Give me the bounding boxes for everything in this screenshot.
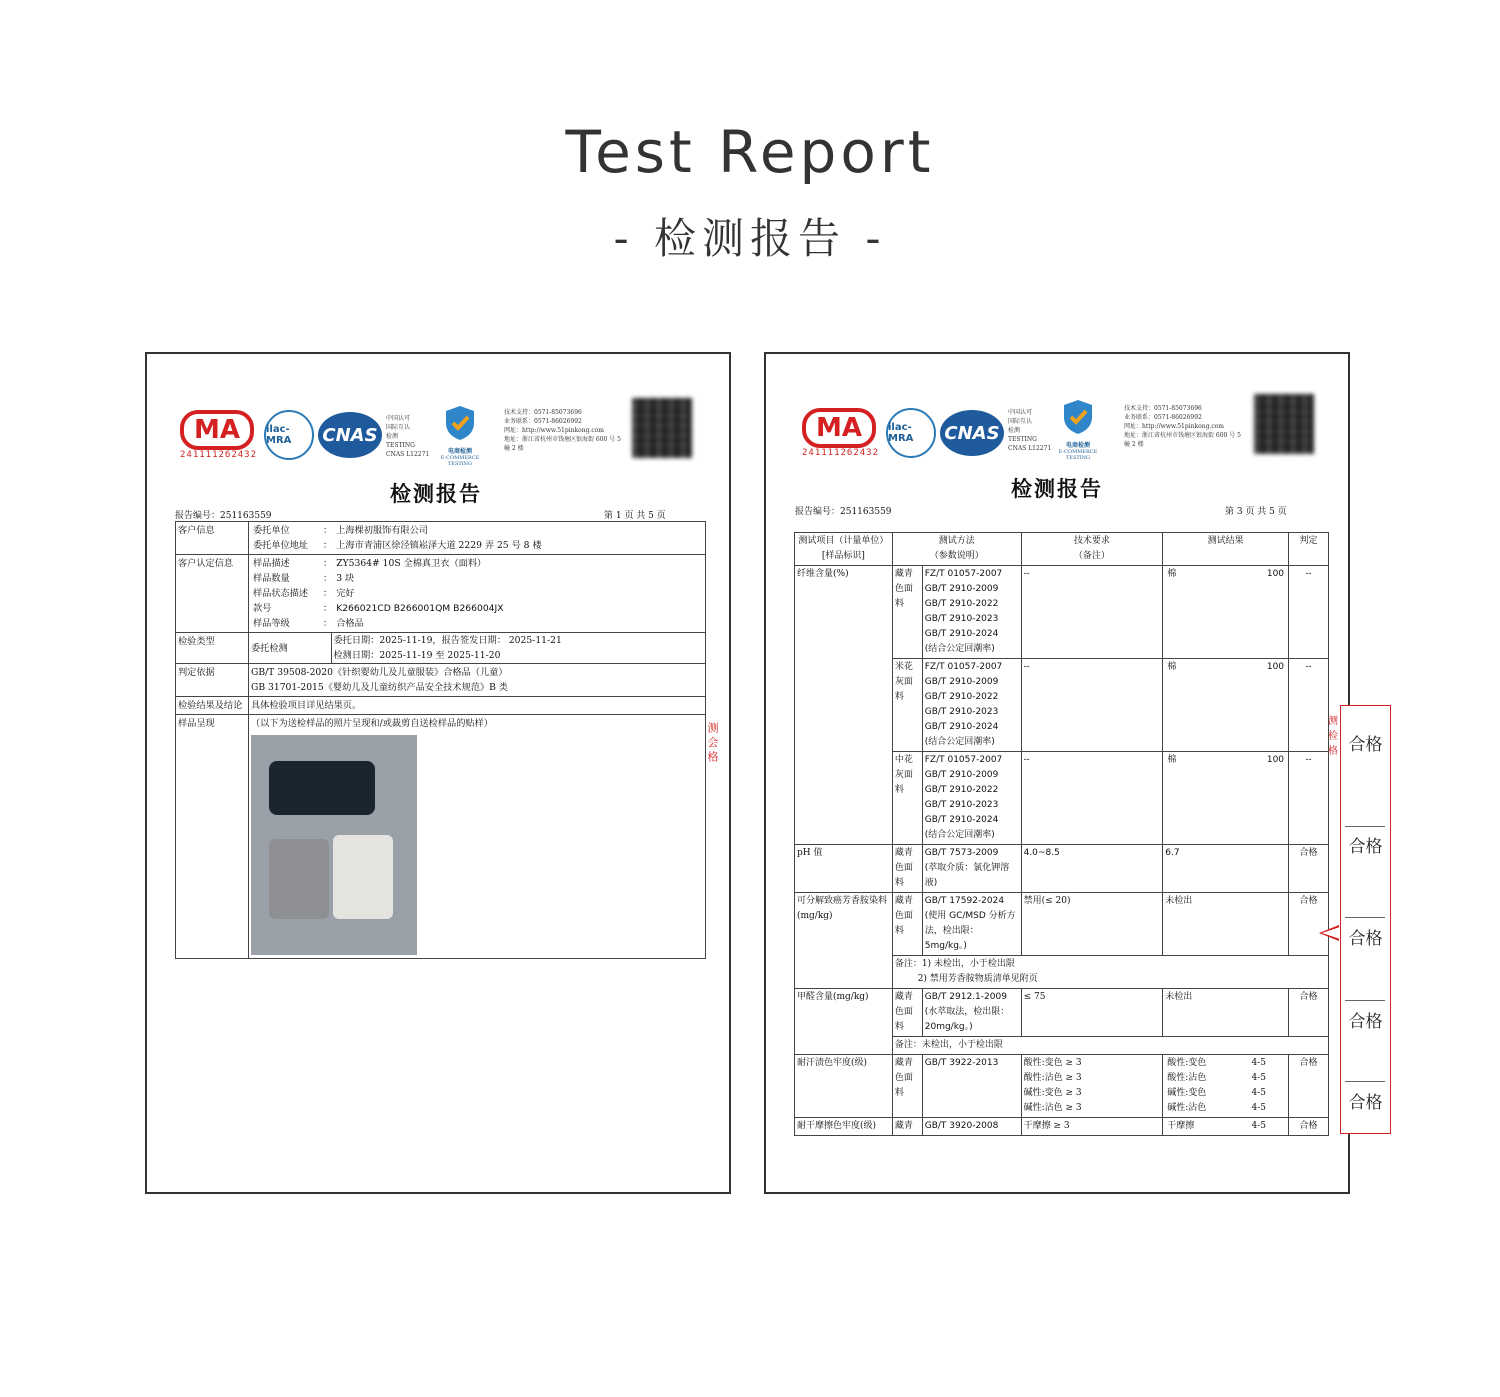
grey-swatch	[269, 839, 329, 919]
white-swatch	[333, 835, 393, 919]
formaldehyde-item: 甲醛含量(mg/kg)	[795, 989, 893, 1055]
formaldehyde-sample: 藏青色面料	[892, 989, 922, 1037]
divider	[1345, 826, 1385, 827]
cert-logo-row-1	[178, 404, 698, 466]
fiber-result: 棉 100	[1163, 566, 1289, 659]
fiber-requirement: --	[1021, 752, 1163, 845]
shield-check-icon	[1061, 398, 1095, 436]
ph-method: GB/T 7573-2009 (萃取介质：氯化钾溶液)	[922, 845, 1021, 893]
header-verdict: 判定	[1289, 533, 1329, 566]
fiber-sample: 米花灰面料	[892, 659, 922, 752]
fiber-verdict: --	[1289, 566, 1329, 659]
fiber-item: 纤维含量(%)	[795, 566, 893, 845]
navy-swatch	[269, 761, 375, 815]
dry-rub-item: 耐干摩擦色牢度(级)	[795, 1118, 893, 1136]
sample-photo	[251, 735, 417, 955]
sample-info-label: 客户认定信息	[176, 555, 249, 633]
amine-item: 可分解致癌芳香胺染料(mg/kg)	[795, 893, 893, 989]
divider	[1345, 1081, 1385, 1082]
header-method: 测试方法 （参数说明）	[892, 533, 1021, 566]
page-title: Test Report	[565, 118, 935, 186]
fiber-requirement: --	[1021, 659, 1163, 752]
report-title-3: 检测报告	[1011, 476, 1103, 501]
verdict-2: 合格	[1348, 837, 1383, 857]
sweat-sample: 藏青色面料	[892, 1055, 922, 1118]
sweat-method: GB/T 3922-2013	[922, 1055, 1021, 1118]
amine-requirement: 禁用(≤ 20)	[1021, 893, 1163, 956]
fiber-verdict: --	[1289, 659, 1329, 752]
fiber-method: FZ/T 01057-2007 GB/T 2910-2009 GB/T 2910-2022 GB/T 2910-2023 GB/T 2910-2024 (结合公定回潮率)	[922, 659, 1021, 752]
formaldehyde-result: 未检出	[1163, 989, 1289, 1037]
shield-check-icon	[443, 404, 477, 442]
divider	[1345, 1000, 1385, 1001]
dry-rub-requirement: 干摩擦 ≥ 3	[1021, 1118, 1163, 1136]
ma-icon: MA 241111262432	[180, 410, 257, 460]
fiber-result: 棉 100	[1163, 752, 1289, 845]
inspection-type-value: 委托检测	[249, 633, 331, 663]
qr-code-icon	[1254, 394, 1314, 454]
sweat-results: 酸性:变色 4-5 酸性:沾色 4-5 碱性:变色 4-5 碱性:沾色 4-5	[1163, 1055, 1289, 1118]
photo-label: 样品呈现	[176, 715, 249, 959]
photo-note: （以下为送检样品的照片呈现和/或裁剪自送检样品的贴样）	[251, 718, 493, 729]
formaldehyde-requirement: ≤ 75	[1021, 989, 1163, 1037]
fiber-sample: 藏青色面料	[892, 566, 922, 659]
ilac-mra-icon: ilac-MRA	[264, 410, 314, 460]
fiber-verdict: --	[1289, 752, 1329, 845]
ecommerce-badge: 电商检测 E-COMMERCE TESTING	[430, 404, 490, 467]
formaldehyde-verdict: 合格	[1289, 989, 1329, 1037]
cert-logo-row-3	[800, 402, 1320, 464]
page-number-1: 第 1 页 共 5 页	[604, 511, 666, 521]
red-stamp-3: 测 检 格	[1328, 716, 1338, 757]
results-table	[794, 532, 1329, 1136]
header-requirement: 技术要求 （备注）	[1021, 533, 1163, 566]
ph-item: pH 值	[795, 845, 893, 893]
conclusion-value: 具体检验项目详见结果页。	[249, 697, 706, 715]
verdict-3: 合格	[1348, 929, 1383, 949]
divider	[1345, 917, 1385, 918]
amine-result: 未检出	[1163, 893, 1289, 956]
fiber-result: 棉 100	[1163, 659, 1289, 752]
dry-rub-result: 干摩擦 4-5	[1163, 1118, 1289, 1136]
report-info-table: 客户信息 委托单位 ： 上海棵初服饰有限公司 委托单位地址 ： 上海市青浦区徐泾镇崧泽大道 2229 弄 25 号 8 楼 客户认定信息 样品描述 ： ZY5364# 10S 全棉真卫衣（面料） 样品数量 ： 3 块 样品状态描述 ： 完好 款号 ： K266021CD B266001QM B266004JX 样品等级 ： 合格品 检验类型 委托检测 委托日期：2025-11-19，报告签发日期： 2025-11-21 检测日期：2025-11-19 至 2025-11-20 判定依据 GB/T 39508-2020《针织婴幼儿及儿童服装》合格品（儿童） GB 31701-2015《婴幼儿及儿童纺织产品安全技术规范》B 类 检验结果及结论 具体检验项目详见结果页。 样品呈现 （以下为送检样品的照片呈现和/或裁剪自送检样品的贴样）	[175, 521, 706, 959]
page-subtitle: - 检测报告 -	[613, 214, 887, 263]
fiber-method: FZ/T 01057-2007 GB/T 2910-2009 GB/T 2910-2022 GB/T 2910-2023 GB/T 2910-2024 (结合公定回潮率)	[922, 752, 1021, 845]
cnas-caption: 中国认可 国际互认 检测 TESTING CNAS L12271	[1008, 409, 1052, 452]
verdict-4: 合格	[1348, 1012, 1383, 1032]
report-title-1: 检测报告	[390, 481, 482, 506]
page-number-3: 第 3 页 共 5 页	[1225, 507, 1287, 517]
cnas-caption: 中国认可 国际互认 检测 TESTING CNAS L12271	[386, 415, 430, 458]
qr-code-icon	[632, 398, 692, 458]
conclusion-label: 检验结果及结论	[176, 697, 249, 715]
sweat-verdict: 合格	[1289, 1055, 1329, 1118]
ph-requirement: 4.0~8.5	[1021, 845, 1163, 893]
fiber-sample: 中花灰面料	[892, 752, 922, 845]
dry-rub-verdict: 合格	[1289, 1118, 1329, 1136]
verdict-1: 合格	[1348, 735, 1383, 755]
fiber-method: FZ/T 01057-2007 GB/T 2910-2009 GB/T 2910-2022 GB/T 2910-2023 GB/T 2910-2024 (结合公定回潮率)	[922, 566, 1021, 659]
dry-rub-method: GB/T 3920-2008	[922, 1118, 1021, 1136]
formaldehyde-method: GB/T 2912.1-2009 (水萃取法，检出限：20mg/kg。)	[922, 989, 1021, 1037]
verdict-callout	[1340, 705, 1391, 1134]
cnas-icon: CNAS	[940, 410, 1004, 456]
contact-info: 技术支持：0571-85073696 业务联系：0571-86026992 网址：http://www.51pinkong.com 地址：浙江省杭州市钱塘区银海街 600 号 5 幢 2 楼	[504, 409, 621, 452]
sweat-item: 耐汗渍色牢度(级)	[795, 1055, 893, 1118]
inspection-type-label: 检验类型	[176, 633, 249, 664]
header-item: 测试项目（计量单位） [样品标识]	[795, 533, 893, 566]
report-number-1: 报告编号：251163559	[175, 511, 272, 521]
formaldehyde-note: 备注：未检出，小于检出限	[892, 1037, 1328, 1055]
client-info-label: 客户信息	[176, 522, 249, 555]
sweat-requirements: 酸性:变色 ≥ 3 酸性:沾色 ≥ 3 碱性:变色 ≥ 3 碱性:沾色 ≥ 3	[1021, 1055, 1163, 1118]
ph-result: 6.7	[1163, 845, 1289, 893]
ph-verdict: 合格	[1289, 845, 1329, 893]
ecommerce-badge: 电商检测 E-COMMERCE TESTING	[1048, 398, 1108, 461]
contact-info: 技术支持：0571-85073696 业务联系：0571-86026992 网址：http://www.51pinkong.com 地址：浙江省杭州市钱塘区银海街 600 号 5 幢 2 楼	[1124, 405, 1241, 448]
report-number-3: 报告编号：251163559	[795, 507, 892, 517]
ilac-mra-icon: ilac-MRA	[886, 408, 936, 458]
fiber-requirement: --	[1021, 566, 1163, 659]
basis-label: 判定依据	[176, 664, 249, 697]
amine-sample: 藏青色面料	[892, 893, 922, 956]
ph-sample: 藏青色面料	[892, 845, 922, 893]
amine-verdict: 合格	[1289, 893, 1329, 956]
cnas-icon: CNAS	[318, 412, 382, 458]
amine-note: 备注：1) 未检出，小于检出限 2) 禁用芳香胺物质清单见附页	[892, 956, 1328, 989]
ma-icon: MA 241111262432	[802, 408, 879, 458]
dry-rub-sample: 藏青	[892, 1118, 922, 1136]
red-stamp-1: 测 会 格	[706, 722, 719, 762]
verdict-5: 合格	[1348, 1093, 1383, 1113]
header-result: 测试结果	[1163, 533, 1289, 566]
amine-method: GB/T 17592-2024 (使用 GC/MSD 分析方法，检出限：5mg/kg。)	[922, 893, 1021, 956]
